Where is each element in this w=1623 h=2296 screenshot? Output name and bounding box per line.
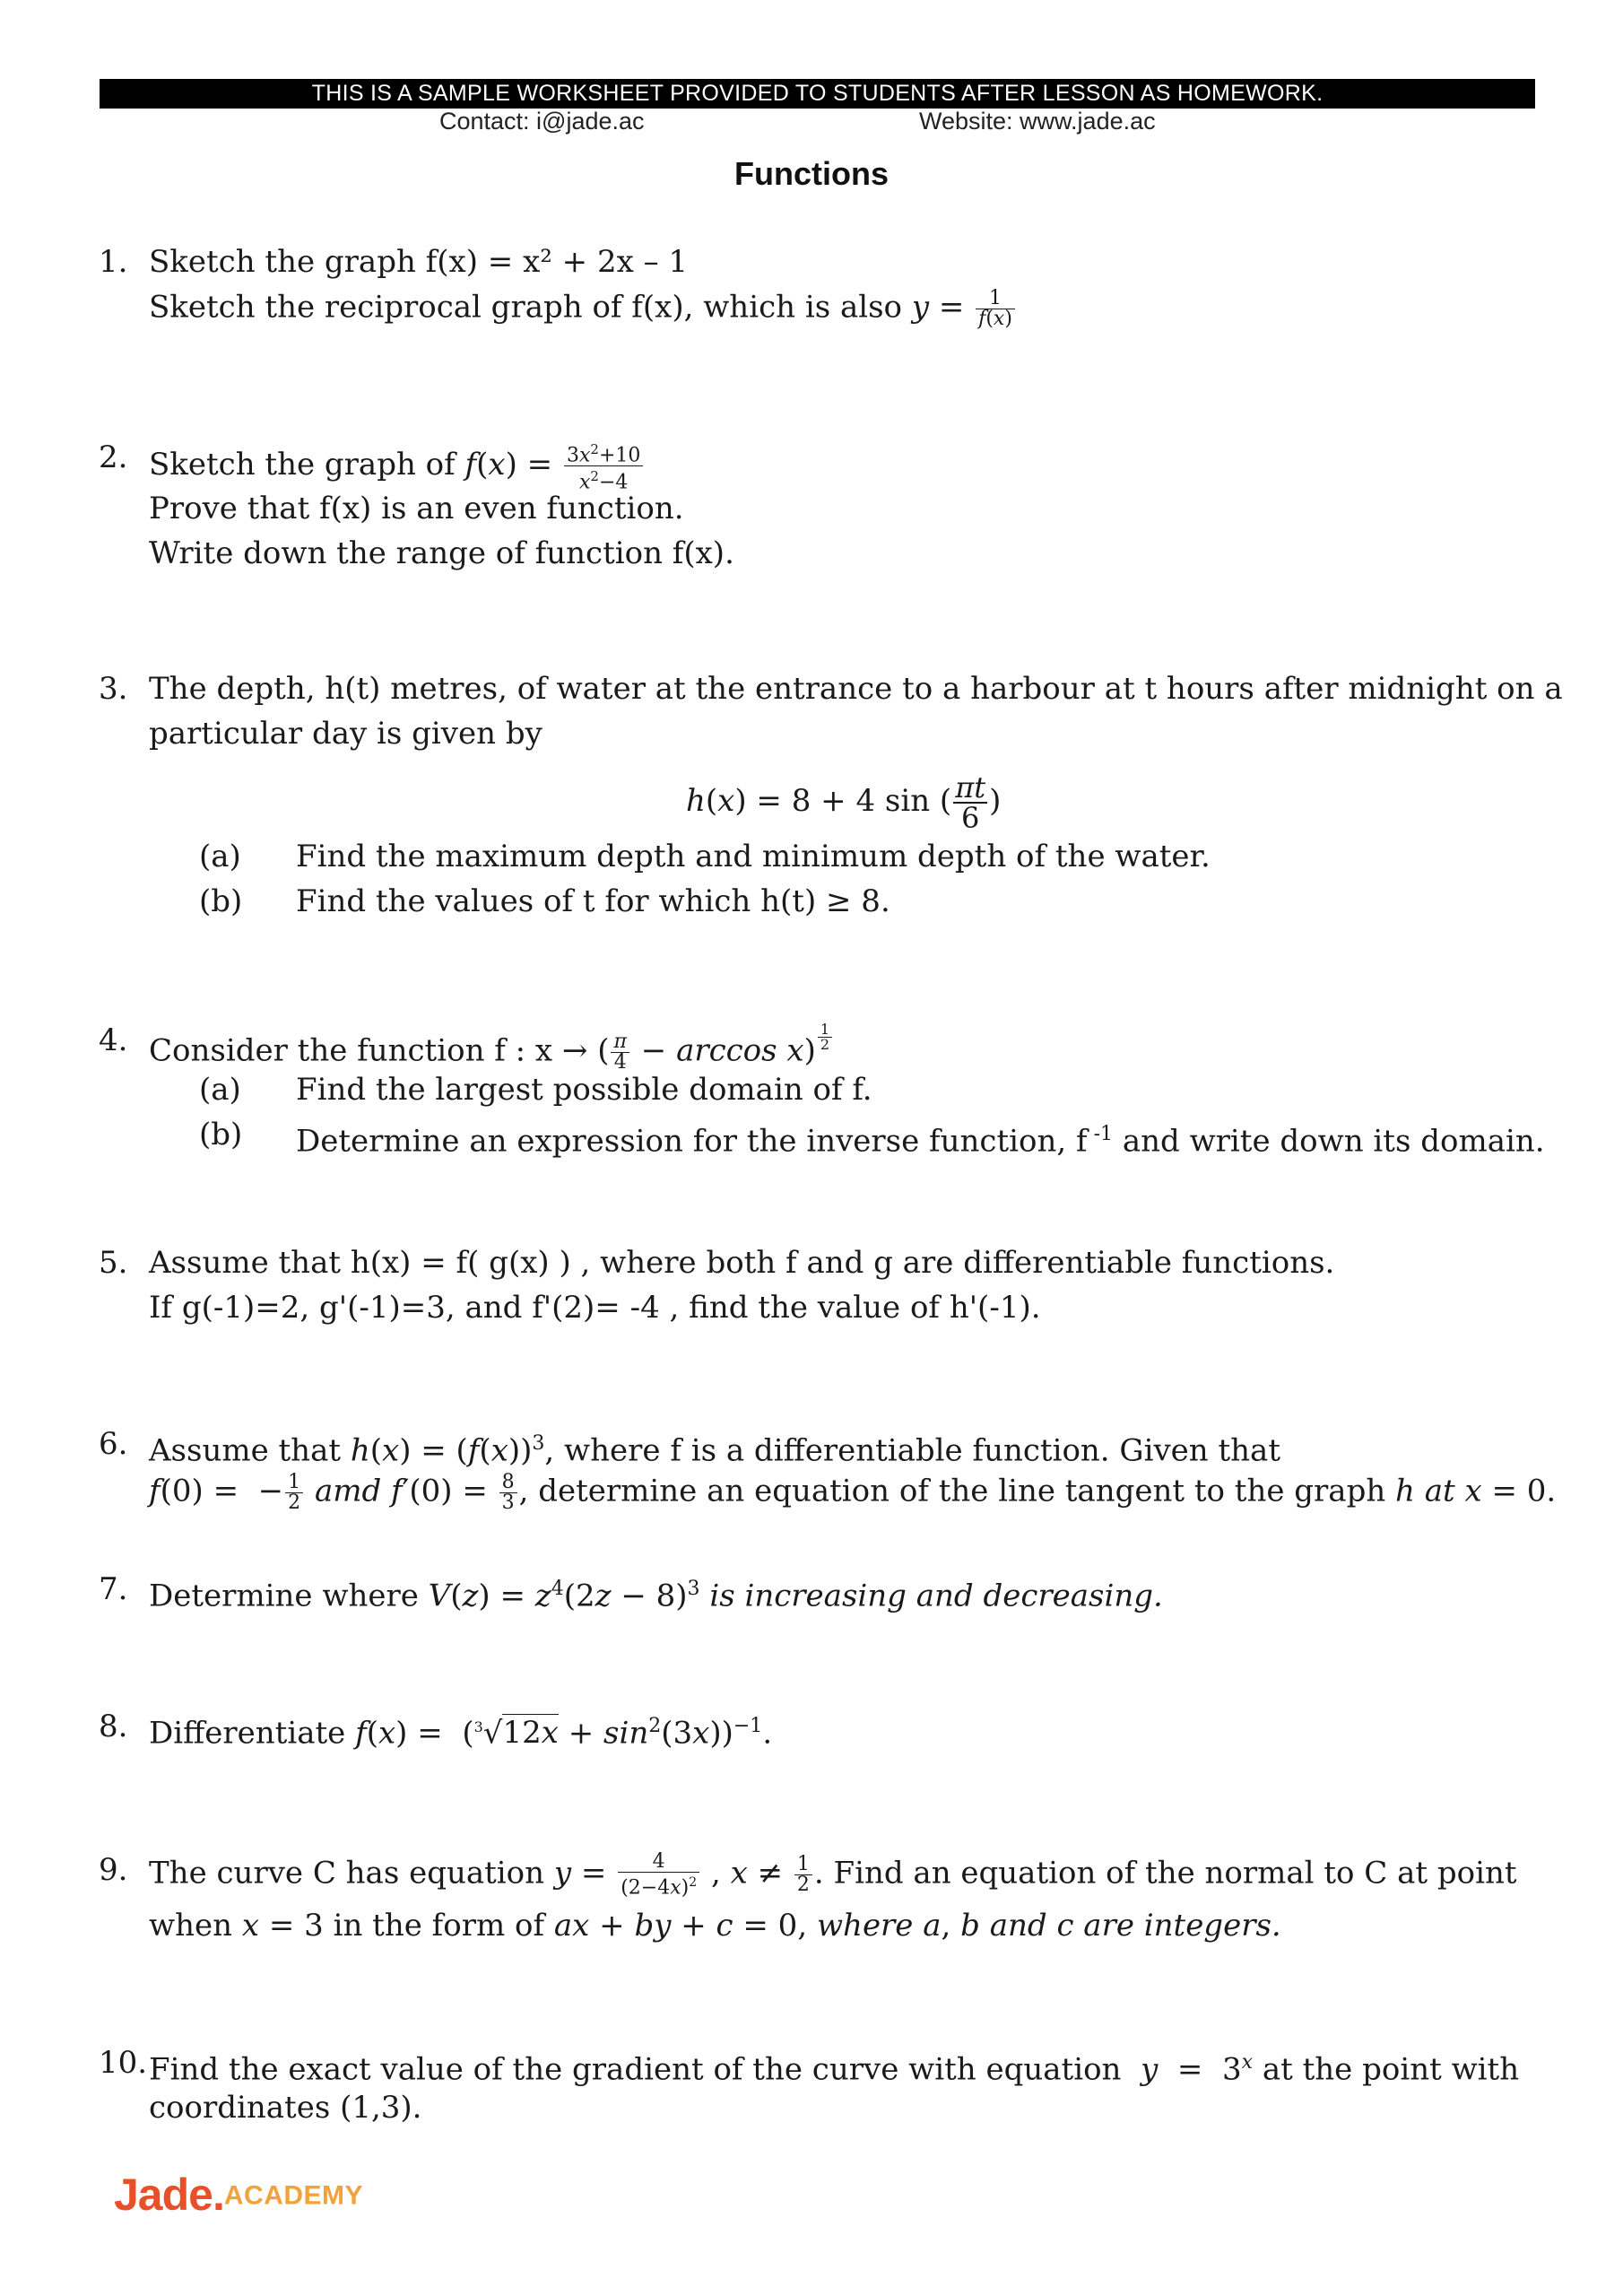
- q8-number: 8.: [99, 1709, 128, 1744]
- q3-line2: particular day is given by: [149, 716, 542, 752]
- q4a-text: Find the largest possible domain of f.: [296, 1072, 872, 1108]
- q2-number: 2.: [99, 439, 128, 475]
- contact-email: Contact: i@jade.ac: [439, 108, 645, 135]
- q4-number: 4.: [99, 1022, 128, 1058]
- q3b-text: Find the values of t for which h(t) ≥ 8.: [296, 883, 890, 919]
- q1-line1: Sketch the graph f(x) = x² + 2x – 1: [149, 244, 689, 280]
- q3-equation: h(x) = 8 + 4 sin ( $\frac{\pi t}{6}$ ): [686, 770, 1002, 835]
- q2-fraction: $\frac{3x^2+10}{x^2-4}$: [564, 439, 643, 493]
- q3a-label: (a): [199, 839, 241, 874]
- logo-jade: Jade.: [114, 2170, 224, 2220]
- q5-line1: Assume that h(x) = f( g(x) ) , where both f and g are differentiable functions.: [149, 1245, 1335, 1281]
- q4b-label: (b): [199, 1117, 243, 1152]
- reciprocal-fraction: $\frac{1}{f(x)}$: [976, 289, 1015, 329]
- q3b-label: (b): [199, 883, 243, 919]
- website: Website: www.jade.ac: [919, 108, 1156, 135]
- jade-academy-logo: [114, 2169, 363, 2221]
- q5-number: 5.: [99, 1245, 128, 1281]
- q1-number: 1.: [99, 244, 128, 280]
- q1-line2: Sketch the reciprocal graph of f(x), which is also y = $\frac{1}{f(x)}$: [149, 289, 1017, 329]
- q4-line1: Consider the function f : x → ( $\frac{\pi}{4}$ − arccos x) $\frac{1}{2}$: [149, 1022, 834, 1073]
- q4a-label: (a): [199, 1072, 241, 1108]
- q6-number: 6.: [99, 1426, 128, 1462]
- q5-line2: If g(-1)=2, g'(-1)=3, and f'(2)= -4 , find the value of h'(-1).: [149, 1290, 1041, 1326]
- q9-line1: The curve C has equation y = $\frac{4}{(2-4x)^2}$ , x ≠ $\frac{1}{2}$ . Find an equation of the normal to C at point: [149, 1850, 1517, 1900]
- q7-line1: Determine where $V(z) = z^4(2z - 8)^3$ is increasing and decreasing.: [149, 1578, 1163, 1614]
- q7-number: 7.: [99, 1571, 128, 1607]
- header-banner: THIS IS A SAMPLE WORKSHEET PROVIDED TO STUDENTS AFTER LESSON AS HOMEWORK.: [100, 79, 1535, 109]
- logo-academy: ACADEMY: [223, 2180, 364, 2211]
- q6-line2: f(0) = − $\frac{1}{2}$ amd f′(0) = $\frac{8}{3}$ , determine an equation of the line tangent to the graph h at x = 0.: [149, 1471, 1557, 1514]
- page-title: Functions: [734, 155, 889, 192]
- q9-number: 9.: [99, 1852, 128, 1888]
- q3-number: 3.: [99, 671, 128, 707]
- q2-line1: Sketch the graph of f(x) = $\frac{3x^2+10}{x^2-4}$: [149, 439, 645, 493]
- q2-line2: Prove that f(x) is an even function.: [149, 491, 684, 526]
- q10-number: 10.: [99, 2045, 148, 2081]
- q2-line3: Write down the range of function f(x).: [149, 535, 734, 571]
- q9-line2: when x = 3 in the form of ax + by + c = 0, where a, b and c are integers.: [149, 1908, 1281, 1944]
- q10-line1: Find the exact value of the gradient of the curve with equation y = 3$^x$ at the point with: [149, 2051, 1520, 2088]
- q8-line1: Differentiate $f(x) = (^3√12x + \sin^2(3x))^{-1}$.: [149, 1715, 773, 1752]
- q4b-text: Determine an expression for the inverse function, f $^{-1}$ and write down its domain.: [296, 1123, 1545, 1160]
- q3a-text: Find the maximum depth and minimum depth of the water.: [296, 839, 1211, 874]
- q3-line1: The depth, h(t) metres, of water at the entrance to a harbour at t hours after midnight on a: [149, 671, 1563, 707]
- q6-line1: Assume that $h(x) = (f(x))^3$, where f is a differentiable function. Given that: [149, 1432, 1280, 1469]
- q10-line2: coordinates (1,3).: [149, 2090, 422, 2126]
